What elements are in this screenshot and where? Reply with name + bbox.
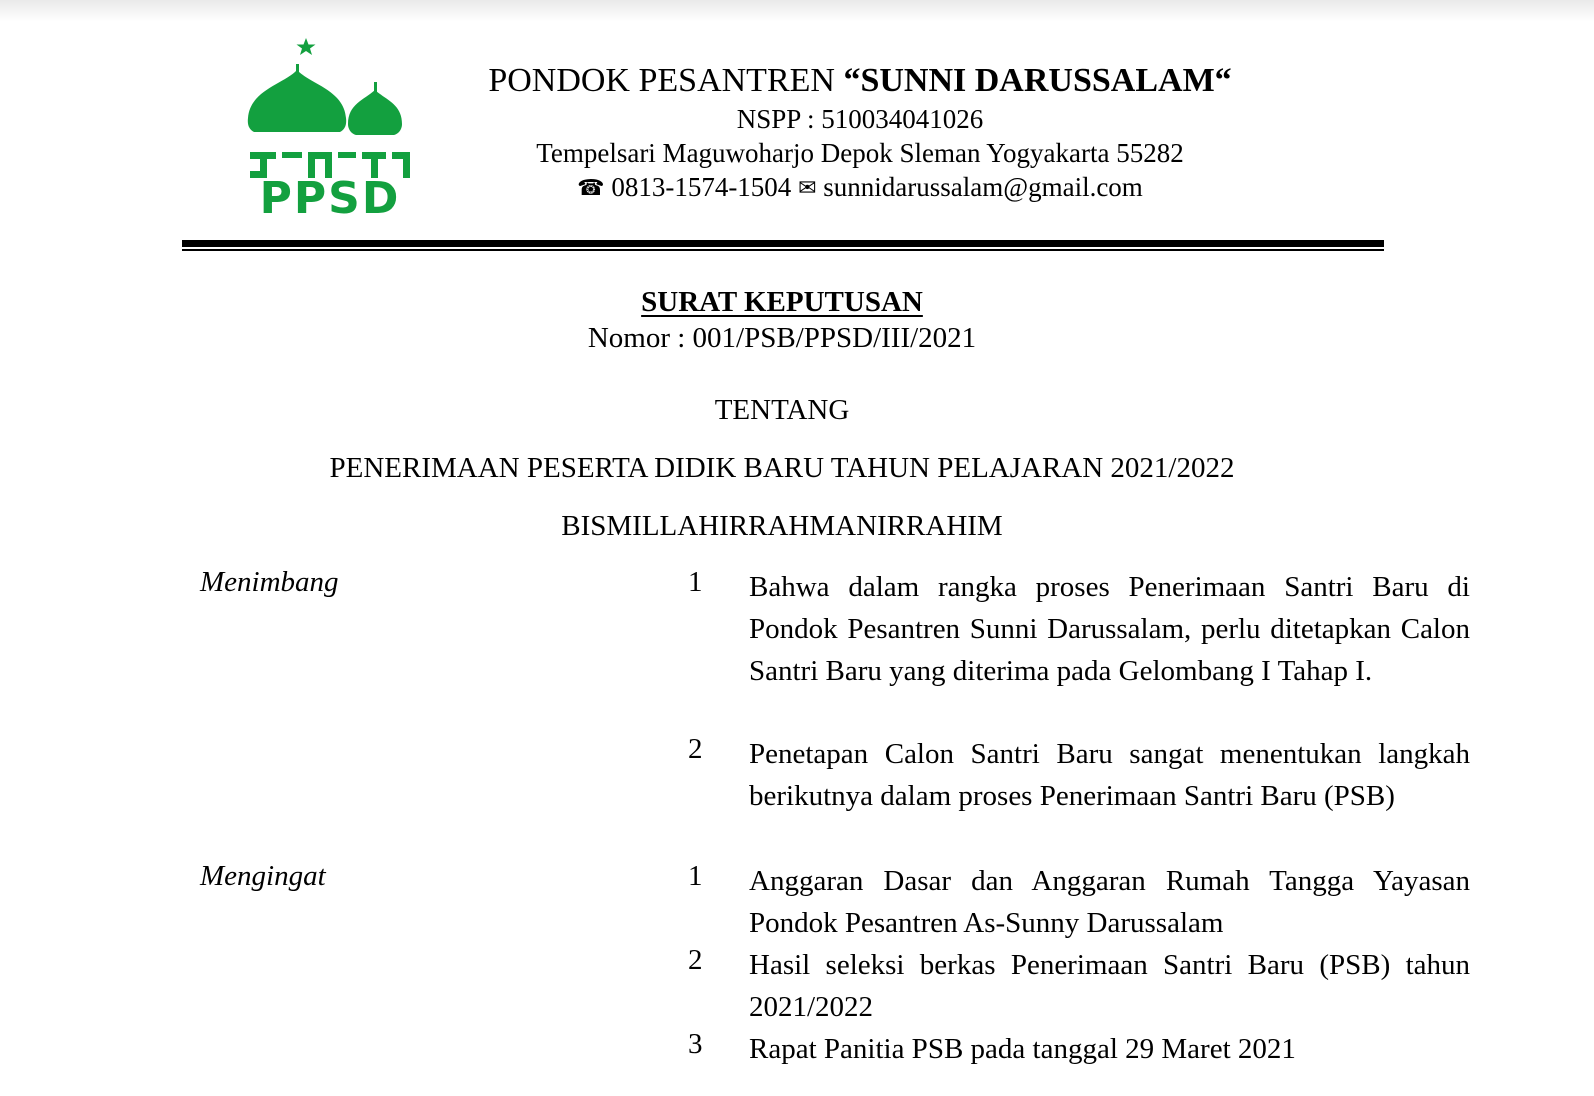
logo-text: PPSD xyxy=(259,173,401,216)
letterhead xyxy=(430,60,1290,206)
letterhead-divider-thin xyxy=(182,249,1384,251)
document-number: Nomor : 001/PSB/PPSD/III/2021 xyxy=(587,322,977,354)
list-item-number: 1 xyxy=(688,860,703,892)
telephone-icon: ☎ xyxy=(577,176,605,201)
envelope-icon: ✉ xyxy=(798,176,817,201)
ppsd-logo xyxy=(244,26,416,216)
list-item-text: Bahwa dalam rangka proses Penerimaan Santri Baru di Pondok Pesantren Sunni Darussalam, perlu ditetapkan Calon Santri Baru yang diterima pada Gelombang I Tahap I. xyxy=(749,571,1470,687)
section-label-menimbang: Menimbang xyxy=(200,566,339,598)
basmalah: BISMILLAHIRRAHMANIRRAHIM xyxy=(561,510,1003,542)
email-address: sunnidarussalam@gmail.com xyxy=(823,172,1143,202)
list-item-number: 2 xyxy=(688,733,703,765)
organization-title: “SUNNI DARUSSALAM“ xyxy=(843,62,1232,99)
organization-name xyxy=(430,60,1290,102)
list-item-number: 3 xyxy=(688,1028,703,1060)
nspp-line: NSPP : 510034041026 xyxy=(736,104,984,134)
address-line: Tempelsari Maguwoharjo Depok Sleman Yogyakarta 55282 xyxy=(536,138,1184,168)
phone-number: 0813-1574-1504 xyxy=(611,172,792,202)
letterhead-divider-thick xyxy=(182,240,1384,247)
section-label-mengingat: Mengingat xyxy=(200,860,326,892)
document-title: SURAT KEPUTUSAN xyxy=(641,286,923,318)
list-item-text: Hasil seleksi berkas Penerimaan Santri Baru (PSB) tahun 2021/2022 xyxy=(749,949,1470,1023)
page-top-shadow xyxy=(0,0,1594,22)
organization-prefix: PONDOK PESANTREN xyxy=(488,62,844,99)
about-label: TENTANG xyxy=(714,394,850,426)
document-subject: PENERIMAAN PESERTA DIDIK BARU TAHUN PELAJARAN 2021/2022 xyxy=(329,452,1235,484)
contact-line xyxy=(430,170,1290,206)
list-item-number: 1 xyxy=(688,566,703,598)
list-item-text: Rapat Panitia PSB pada tanggal 29 Maret 2021 xyxy=(749,1033,1296,1065)
list-item-text: Penetapan Calon Santri Baru sangat menentukan langkah berikutnya dalam proses Penerimaan Santri Baru (PSB) xyxy=(749,738,1470,812)
list-item-text: Anggaran Dasar dan Anggaran Rumah Tangga Yayasan Pondok Pesantren As-Sunny Darussalam xyxy=(749,865,1470,939)
list-item-number: 2 xyxy=(688,944,703,976)
